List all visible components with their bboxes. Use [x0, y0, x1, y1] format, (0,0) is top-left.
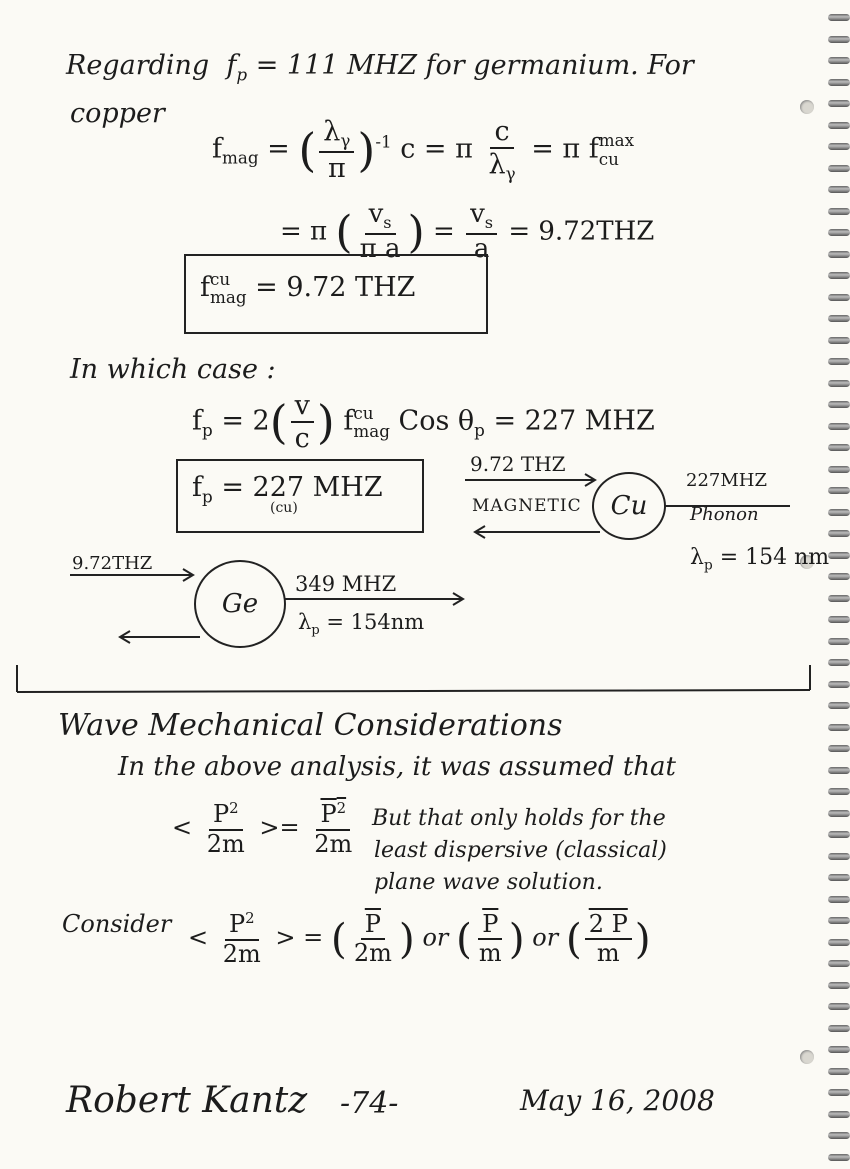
binding-ring: [828, 702, 850, 709]
binding-ring: [828, 466, 850, 473]
binding-ring: [828, 745, 850, 752]
binding-ring: [828, 939, 850, 946]
binding-ring: [828, 358, 850, 365]
cu-circle: Cu: [592, 472, 666, 540]
binding-ring: [828, 444, 850, 451]
ge-right-label: 349 MHZ: [295, 572, 397, 596]
equation-fp: $f_p = 2$( $\frac{v}{c}$ ) f cu mag Cos $\theta_p = 227$ MHZ: [192, 390, 655, 455]
binding-ring: [828, 831, 850, 838]
binding-ring: [828, 315, 850, 322]
binding-ring: [828, 896, 850, 903]
result-fmag: f cu mag = 9.72 THZ: [200, 269, 416, 308]
cu-right-label: 227MHZ: [686, 470, 767, 491]
binding-ring: [828, 122, 850, 129]
binding-ring: [828, 1089, 850, 1096]
equation-fmag-2: = π ( $\frac{v_s}{\text{π a}}$ ) = $\frac{v_s}{a}$ = 9.72THZ: [280, 199, 655, 264]
binding-ring: [828, 100, 850, 107]
binding-ring: [828, 423, 850, 430]
in-which-case: In which case :: [70, 354, 276, 385]
equation-expectation: < $\frac{P^2}{2m}$ >= $\frac{P^2}{2m}$: [172, 799, 353, 858]
binding-ring: [828, 638, 850, 645]
cu-top-label: 9.72 THZ: [470, 452, 566, 476]
note-line-1: But that only holds for the: [372, 806, 666, 831]
note-line-3: plane wave solution.: [374, 870, 603, 895]
binding-ring: [828, 530, 850, 537]
binding-ring: [828, 1068, 850, 1075]
binding-ring: [828, 79, 850, 86]
binding-ring: [828, 380, 850, 387]
cu-lambda: $\lambda_p = 154$ nm: [690, 545, 830, 574]
binding-ring: [828, 616, 850, 623]
binding-ring: [828, 509, 850, 516]
equation-fmag: $f_{mag}$ = ( $\frac{\lambda_\gamma}{\pi}$ )$^{-1}$ c = π $\frac{c}{\lambda_\gamma}$ = π f max cu: [212, 116, 635, 184]
binding-ring: [828, 251, 850, 258]
binding-ring: [828, 874, 850, 881]
binding-ring: [828, 337, 850, 344]
note-line-2: least dispersive (classical): [374, 838, 667, 863]
intro-line-2: copper: [70, 98, 165, 129]
binding-ring: [828, 1154, 850, 1161]
binding-ring: [828, 552, 850, 559]
binding-ring: [828, 724, 850, 731]
binding-ring: [828, 788, 850, 795]
equation-consider: < $\frac{P^2}{2m}$ > = ( $\frac{\overline{P}}{2m}$ ) or ( $\frac{\overline{P}}{m}$ ) or ( $\frac{2 P}{m}$ ): [188, 909, 651, 968]
binding-ring: [828, 272, 850, 279]
page-number: -74-: [340, 1086, 399, 1121]
spiral-binding: [820, 0, 850, 1169]
binding-ring: [828, 1132, 850, 1139]
date: May 16, 2008: [520, 1084, 715, 1117]
binder-hole: [800, 100, 814, 114]
binding-ring: [828, 810, 850, 817]
binding-ring: [828, 487, 850, 494]
binding-ring: [828, 917, 850, 924]
binding-ring: [828, 1111, 850, 1118]
intro-line: Regarding $f_p = 111$ MHZ for germanium. For: [66, 50, 694, 85]
binding-ring: [828, 294, 850, 301]
result-fp-note: (cu): [270, 500, 298, 516]
binding-ring: [828, 14, 850, 21]
binder-hole: [800, 1050, 814, 1064]
binding-ring: [828, 165, 850, 172]
binding-ring: [828, 982, 850, 989]
binding-ring: [828, 960, 850, 967]
binding-ring: [828, 595, 850, 602]
binding-ring: [828, 573, 850, 580]
result-fp: $f_p = 227$ MHZ: [192, 472, 383, 507]
binding-ring: [828, 36, 850, 43]
binding-ring: [828, 186, 850, 193]
cu-arrow-label: MAGNETIC: [472, 496, 582, 516]
section-divider: [14, 660, 814, 696]
binding-ring: [828, 853, 850, 860]
binding-ring: [828, 208, 850, 215]
ge-left-label: 9.72THZ: [72, 553, 153, 574]
binding-ring: [828, 401, 850, 408]
binding-ring: [828, 229, 850, 236]
cu-phonon-label: Phonon: [690, 504, 759, 525]
binding-ring: [828, 767, 850, 774]
paragraph-assumption: In the above analysis, it was assumed that: [118, 752, 676, 782]
binding-ring: [828, 659, 850, 666]
section-title: Wave Mechanical Considerations: [58, 708, 563, 743]
binding-ring: [828, 143, 850, 150]
binding-ring: [828, 1025, 850, 1032]
signature: Robert Kantz: [66, 1080, 308, 1121]
ge-circle: Ge: [194, 560, 286, 648]
ge-lambda: $\lambda_p = 154nm$: [298, 610, 425, 639]
consider-label: Consider: [62, 910, 172, 938]
binding-ring: [828, 1003, 850, 1010]
binding-ring: [828, 1046, 850, 1053]
binding-ring: [828, 57, 850, 64]
binding-ring: [828, 681, 850, 688]
